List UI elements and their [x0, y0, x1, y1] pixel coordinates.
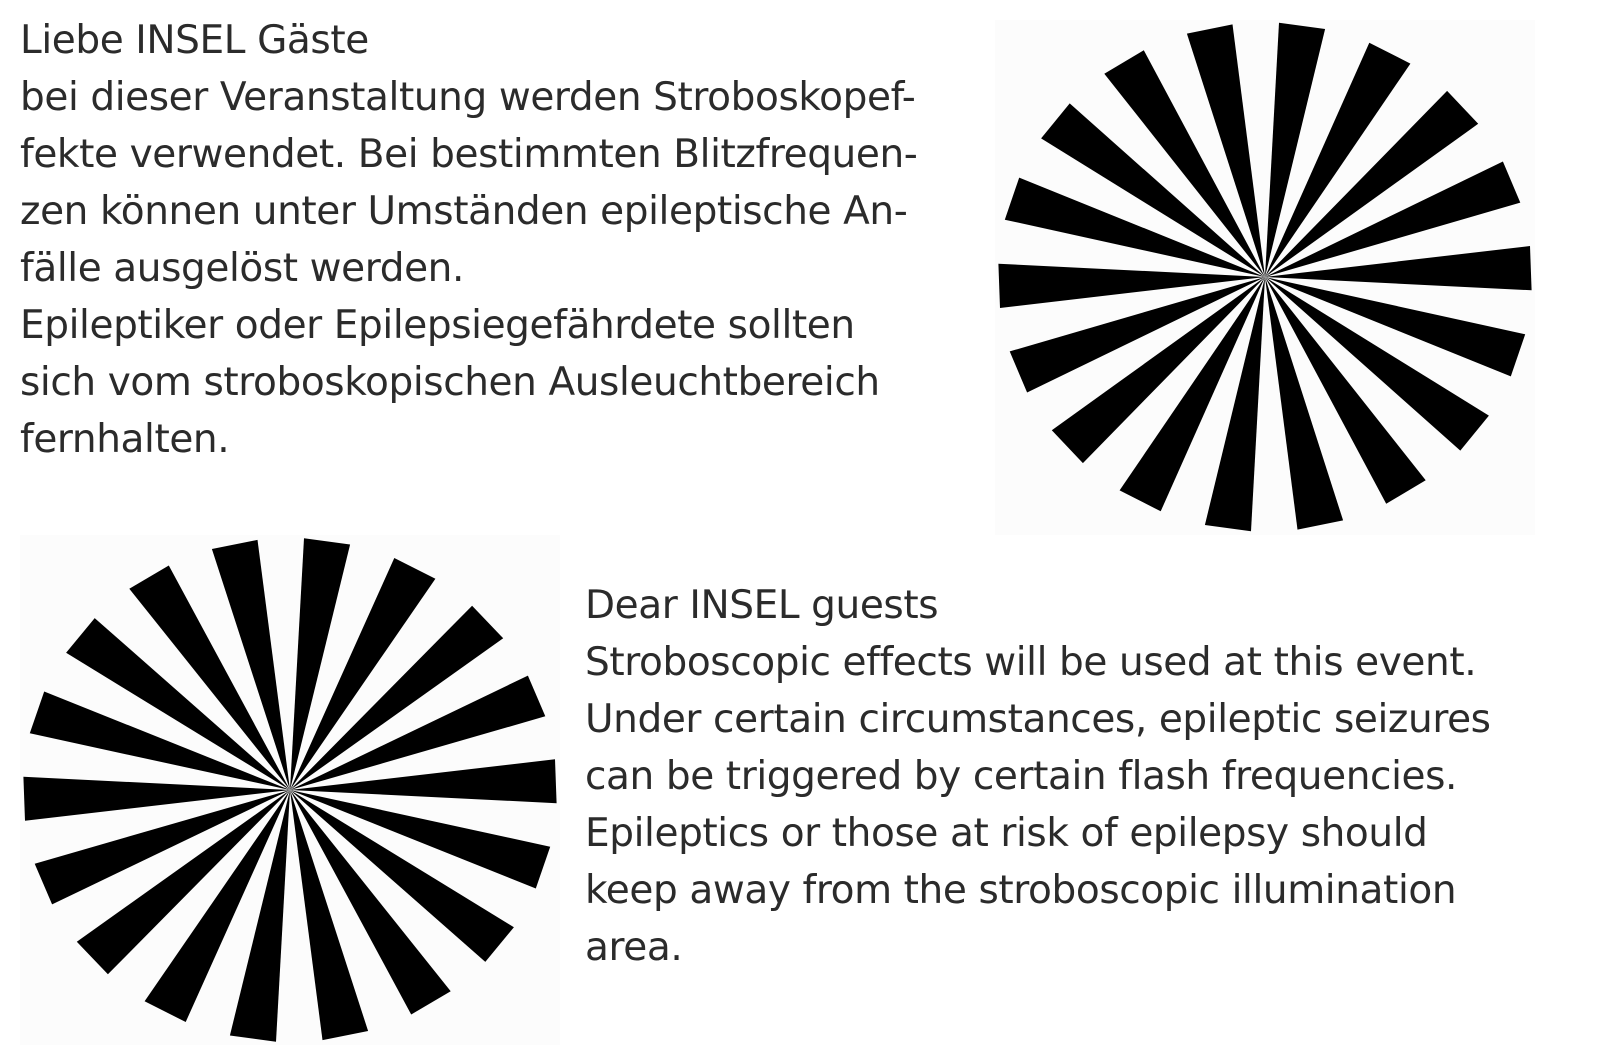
starburst-ray: [212, 540, 290, 790]
english-text-line: Epileptics or those at risk of epilepsy should: [585, 811, 1428, 856]
english-text-line: can be triggered by certain flash frequencies.: [585, 754, 1458, 799]
starburst-ray: [1265, 246, 1532, 290]
english-text-line: Stroboscopic effects will be used at this event.: [585, 640, 1477, 685]
german-text-line: fekte verwendet. Bei bestimmten Blitzfrequen-: [20, 132, 918, 177]
english-text-line: Under certain circumstances, epileptic seizures: [585, 697, 1491, 742]
english-text-line: keep away from the stroboscopic illumination: [585, 868, 1457, 913]
german-warning-text: [20, 12, 960, 468]
german-greeting: Liebe INSEL Gäste: [20, 18, 369, 63]
german-text-line: Epileptiker oder Epilepsiegefährdete sollten: [20, 303, 855, 348]
siemens-star-icon: [20, 535, 560, 1045]
english-warning-text: [585, 577, 1595, 976]
german-text-line: zen können unter Umständen epileptische An-: [20, 189, 908, 234]
starburst-ray: [1265, 277, 1343, 530]
starburst-ray: [23, 777, 290, 821]
starburst-ray: [290, 790, 368, 1040]
english-greeting: Dear INSEL guests: [585, 583, 939, 628]
german-text-line: sich vom stroboskopischen Ausleuchtbereich: [20, 360, 880, 405]
starburst-ray: [290, 759, 557, 803]
starburst-ray: [998, 264, 1265, 308]
starburst-ray: [1187, 24, 1265, 277]
siemens-star-icon: [995, 20, 1535, 535]
english-text-line: area.: [585, 925, 683, 970]
german-text-line: bei dieser Veranstaltung werden Stroboskopef-: [20, 75, 916, 120]
german-text-line: fälle ausgelöst werden.: [20, 246, 464, 291]
german-text-line: fernhalten.: [20, 417, 230, 462]
